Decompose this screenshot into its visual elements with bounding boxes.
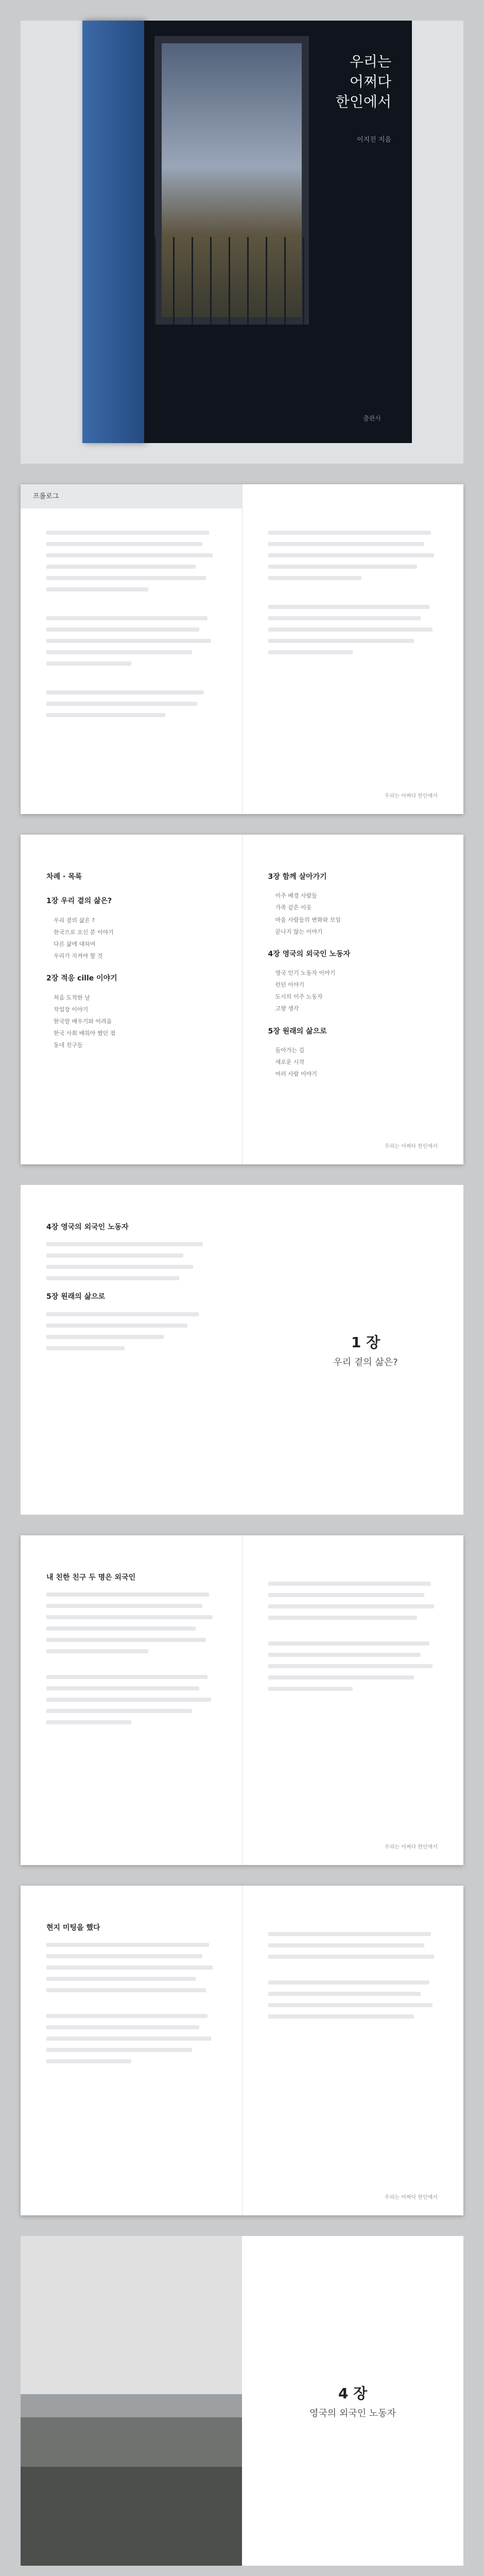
toc-item[interactable]: 영국 인기 노동자 이야기	[275, 970, 336, 977]
cover-publisher: 출판사	[363, 415, 381, 422]
toc-item[interactable]: 고향 생각	[275, 1005, 299, 1012]
chapter1-left-page	[21, 1185, 268, 1515]
footer: 우리는 어쩌다 한인에서	[385, 793, 438, 799]
page-tag: 프롤로그	[21, 484, 242, 509]
footer: 우리는 어쩌다 한인에서	[385, 1144, 438, 1149]
footer: 우리는 어쩌다 한인에서	[385, 1844, 438, 1850]
prologue-left-page	[21, 484, 242, 814]
toc-item[interactable]: 돌아가는 길	[275, 1046, 305, 1054]
toc-item[interactable]: 동네 친구들	[54, 1041, 83, 1048]
chapter1-spread	[21, 1185, 463, 1515]
prologue-right-page	[242, 484, 464, 814]
book-cover	[21, 21, 463, 464]
toc-item[interactable]: 런던 이야기	[275, 981, 305, 989]
toc-item[interactable]: 우리가 지켜야 할 것	[54, 953, 103, 960]
body-spread-2	[21, 1886, 463, 2215]
toc-section-title: 4장 영국의 외국인 노동자	[46, 1223, 129, 1231]
chapter-title: 영국의 외국인 노동자	[309, 2408, 396, 2419]
chapter4-spread	[21, 2236, 463, 2566]
book-front-cover	[144, 21, 412, 443]
toc-section-title: 5장 원래의 삶으로	[46, 1293, 106, 1301]
toc-header: 차례 · 목록	[46, 873, 82, 881]
chapter4-title-page	[242, 2236, 463, 2566]
toc-item[interactable]: 한국말 배우기와 어려움	[54, 1018, 112, 1025]
toc-item[interactable]: 가족 같은 이웃	[275, 904, 312, 911]
chapter1-title-page	[268, 1185, 463, 1515]
toc-section-title: 4장 영국의 외국인 노동자	[268, 950, 351, 958]
footer: 우리는 어쩌다 한인에서	[385, 2195, 438, 2200]
toc-item[interactable]: 다른 삶에 대하여	[54, 940, 96, 947]
toc-item[interactable]: 처음 도착한 날	[54, 994, 90, 1001]
toc-section-title: 5장 원래의 삶으로	[268, 1027, 327, 1036]
cover-title: 우리는 어쩌다 한인에서	[335, 53, 391, 111]
toc-spread	[21, 835, 463, 1164]
toc-section-title: 1장 우리 곁의 삶은?	[46, 897, 112, 906]
book-spine	[82, 21, 144, 443]
chapter-title: 우리 곁의 삶은?	[333, 1357, 398, 1368]
toc-item[interactable]: 한국 사회 배워야 했던 점	[54, 1029, 116, 1037]
toc-item[interactable]: 이주 배경 사람들	[275, 892, 317, 900]
toc-item[interactable]: 작업장 이야기	[54, 1006, 89, 1013]
landscape-photo	[21, 2236, 242, 2566]
body-spread-1	[21, 1535, 463, 1865]
toc-section-title: 3장 함께 살아가기	[268, 873, 327, 881]
toc-left-page	[21, 835, 242, 1164]
toc-right-page	[242, 835, 464, 1164]
toc-item[interactable]: 마을 사람들의 변화와 모임	[275, 916, 341, 923]
prologue-spread	[21, 484, 463, 814]
toc-item[interactable]: 한국으로 오신 분 이야기	[54, 928, 114, 936]
body-right-page	[242, 1886, 464, 2215]
chapter-number: 4 장	[338, 2385, 368, 2402]
body-left-page	[21, 1535, 242, 1865]
toc-item[interactable]: 도시의 이주 노동자	[275, 993, 323, 1001]
toc-item[interactable]: 우리 곁의 삶은 ?	[54, 917, 95, 924]
toc-item[interactable]: 여러 사람 이야기	[275, 1071, 317, 1078]
section-title: 현지 미팅을 했다	[46, 1924, 100, 1932]
cover-author: 이지진 지음	[357, 136, 391, 144]
toc-item[interactable]: 끝나지 않는 이야기	[275, 928, 323, 935]
railing-photo	[154, 237, 309, 325]
toc-section-title: 2장 적응 cille 이야기	[46, 974, 117, 983]
section-title: 내 친한 친구 두 명은 외국인	[46, 1573, 136, 1582]
chapter-number: 1 장	[351, 1334, 381, 1351]
body-left-page	[21, 1886, 242, 2215]
toc-item[interactable]: 새로운 시작	[275, 1059, 305, 1066]
body-right-page	[242, 1535, 464, 1865]
